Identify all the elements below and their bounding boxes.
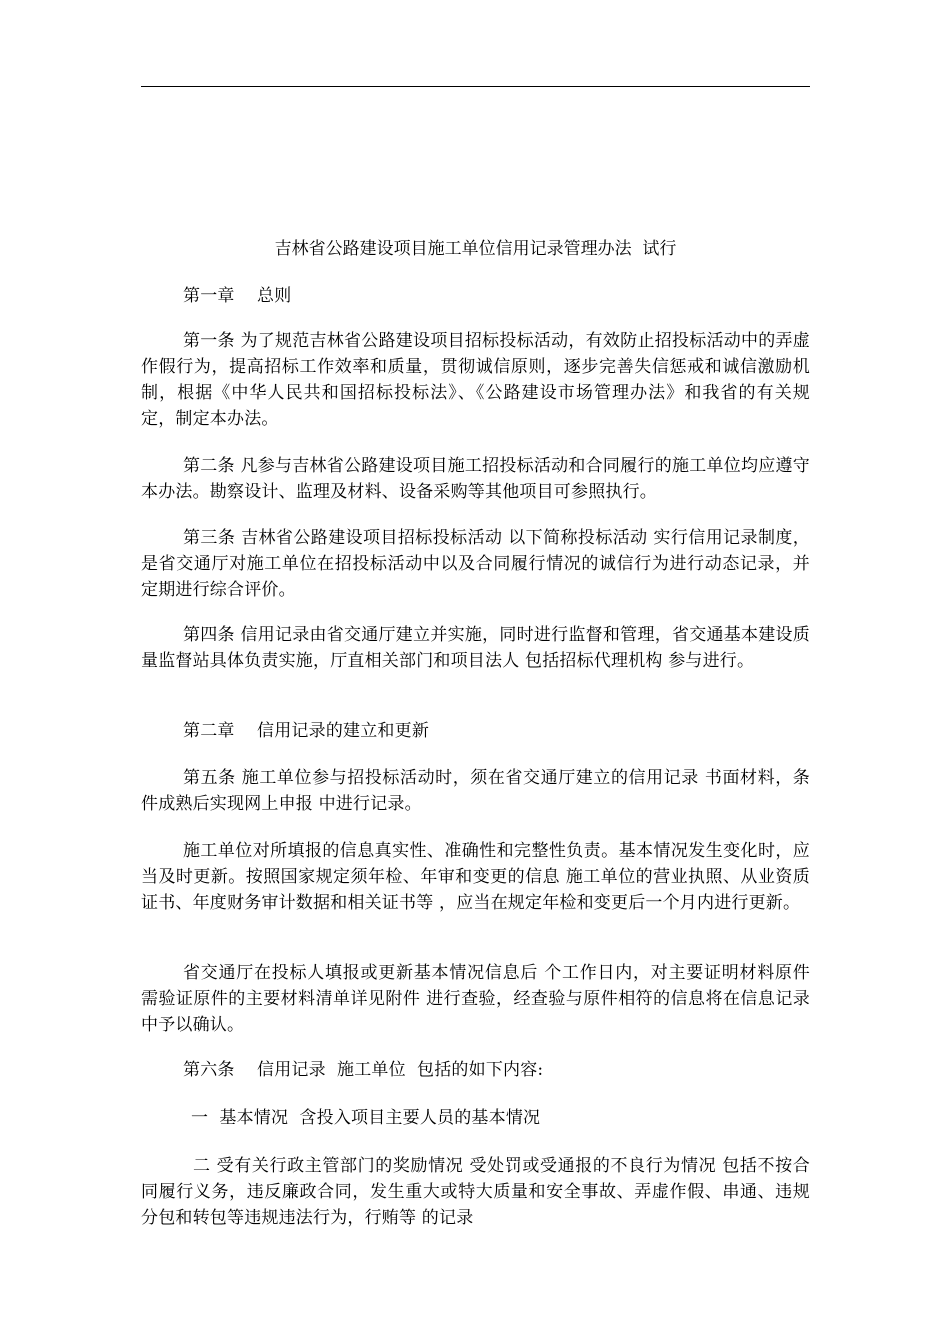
header-rule [141,86,810,87]
article-6-item-2: 二 受有关行政主管部门的奖励情况 受处罚或受通报的不良行为情况 包括不按合同履行义务，违反廉政合同，发生重大或特大质量和安全事故、弄虚作假、串通、违规分包和转包等违规违法行为，行贿等 的记录 [141,1156,810,1228]
article-6: 第六条 信用记录 施工单位 包括的如下内容: [183,1060,544,1080]
article-4: 第四条 信用记录由省交通厅建立并实施，同时进行监督和管理，省交通基本建设质量监督站具体负责实施，厅直相关部门和项目法人 包括招标代理机构 参与进行。 [141,625,810,671]
document-title: 吉林省公路建设项目施工单位信用记录管理办法 试行 [274,239,677,259]
article-6-item-1: 一 基本情况 含投入项目主要人员的基本情况 [191,1108,541,1128]
article-5: 第五条 施工单位参与招投标活动时，须在省交通厅建立的信用记录 书面材料，条件成熟后实现网上申报 中进行记录。 [141,768,810,814]
chapter-2-heading: 第二章 信用记录的建立和更新 [183,721,430,741]
chapter-1-heading: 第一章 总则 [183,286,292,306]
article-5-paragraph-3: 省交通厅在投标人填报或更新基本情况信息后 个工作日内，对主要证明材料原件 需验证原件的主要材料清单详见附件 进行查验，经查验与原件相符的信息将在信息记录中予以确认。 [141,963,810,1035]
article-5-paragraph-2: 施工单位对所填报的信息真实性、准确性和完整性负责。基本情况发生变化时，应当及时更新。按照国家规定须年检、年审和变更的信息 施工单位的营业执照、从业资质证书、年度财务审计数据和相关证书等 ，应当在规定年检和变更后一个月内进行更新。 [141,841,810,913]
article-3: 第三条 吉林省公路建设项目招标投标活动 以下简称投标活动 实行信用记录制度，是省交通厅对施工单位在招投标活动中以及合同履行情况的诚信行为进行动态记录，并定期进行综合评价。 [141,528,810,600]
article-2: 第二条 凡参与吉林省公路建设项目施工招投标活动和合同履行的施工单位均应遵守本办法。勘察设计、监理及材料、设备采购等其他项目可参照执行。 [141,456,810,502]
article-1: 第一条 为了规范吉林省公路建设项目招标投标活动，有效防止招投标活动中的弄虚作假行为，提高招标工作效率和质量，贯彻诚信原则，逐步完善失信惩戒和诚信激励机制，根据《中华人民共和国招标投标法》、《公路建设市场管理办法》和我省的有关规定，制定本办法。 [141,331,810,429]
